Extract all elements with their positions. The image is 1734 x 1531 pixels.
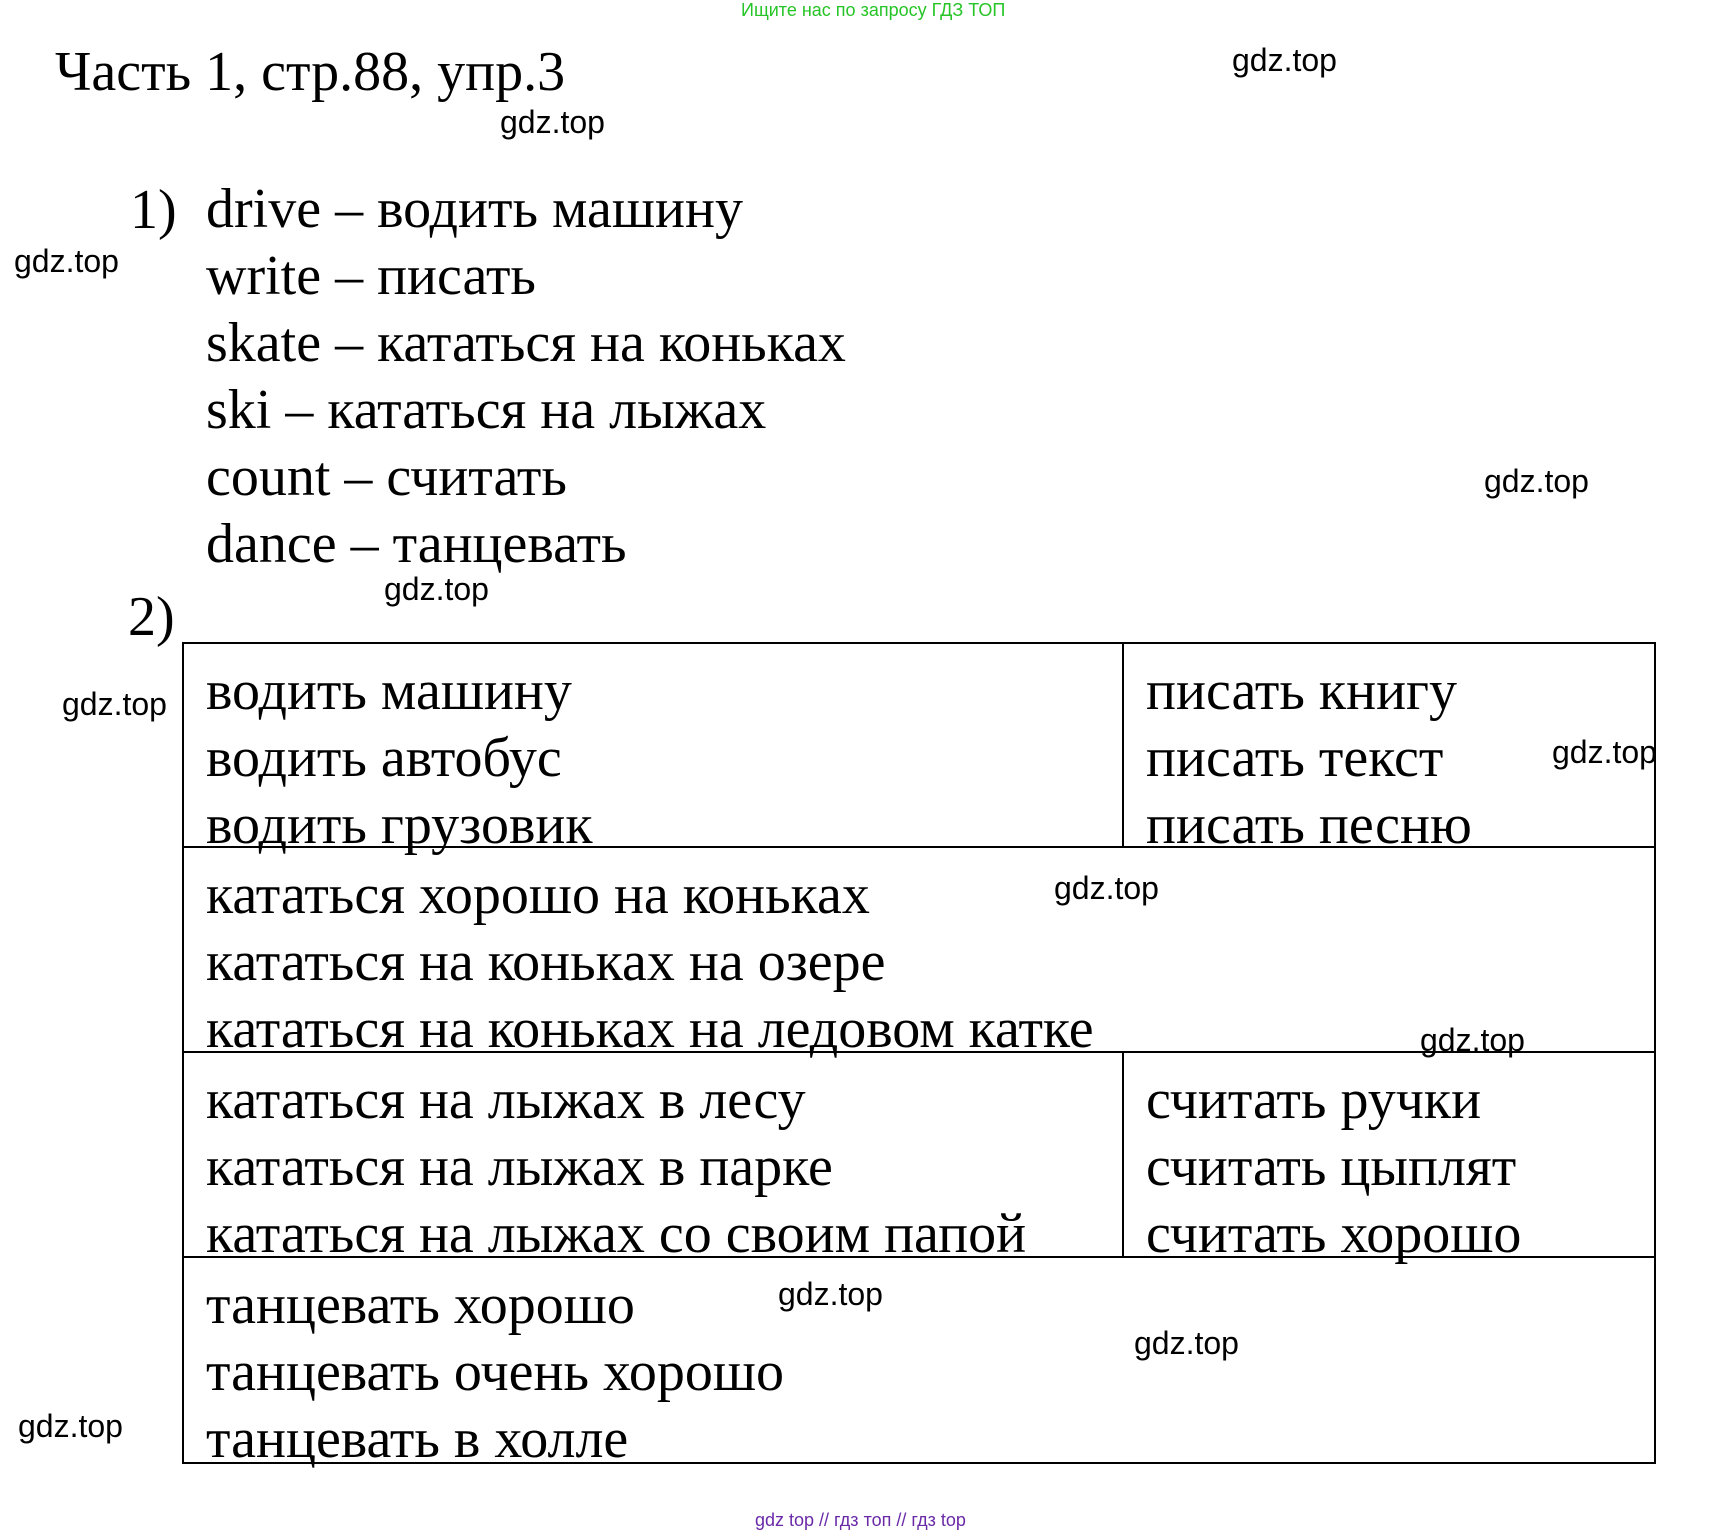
phrase: танцевать в холле <box>206 1408 629 1470</box>
phrase: водить машину <box>206 660 572 722</box>
watermark: gdz.top <box>1552 734 1657 770</box>
watermark: gdz.top <box>1054 870 1159 906</box>
table-row <box>184 1053 1654 1265</box>
section-1-list <box>206 176 846 578</box>
watermark: gdz.top <box>500 104 605 140</box>
phrase: водить автобус <box>206 727 562 789</box>
watermark: gdz.top <box>1232 42 1337 78</box>
list-item: dance – танцевать <box>206 513 627 575</box>
footer-text: gdz top // гдз топ // гдз top <box>755 1510 966 1530</box>
phrase: кататься хорошо на коньках <box>206 864 870 926</box>
list-item: drive – водить машину <box>206 178 743 240</box>
phrase: кататься на коньках на озере <box>206 931 886 993</box>
phrase: считать хорошо <box>1146 1203 1522 1265</box>
phrase: кататься на лыжах со своим папой <box>206 1203 1027 1265</box>
table-cell <box>184 644 1124 856</box>
phrase: писать книгу <box>1146 660 1458 722</box>
table-row <box>184 644 1654 856</box>
watermark: gdz.top <box>384 571 489 607</box>
watermark: gdz.top <box>62 686 167 722</box>
table-cell <box>184 1258 1654 1470</box>
phrase: кататься на лыжах в лесу <box>206 1069 806 1131</box>
page-title: Часть 1, стр.88, упр.3 <box>55 41 566 103</box>
watermark: gdz.top <box>18 1408 123 1444</box>
watermark: gdz.top <box>778 1276 883 1312</box>
table-cell <box>1124 1053 1654 1265</box>
watermark: gdz.top <box>1420 1022 1525 1058</box>
table-cell <box>184 1053 1124 1265</box>
top-banner: Ищите нас по запросу ГДЗ ТОП <box>741 0 1006 20</box>
phrase: танцевать хорошо <box>206 1274 635 1336</box>
list-item: write – писать <box>206 245 536 307</box>
phrase: водить грузовик <box>206 794 593 856</box>
list-item: ski – кататься на лыжах <box>206 379 767 441</box>
section-2-number: 2) <box>128 586 175 648</box>
phrase: писать текст <box>1146 727 1444 789</box>
section-1-number: 1) <box>130 179 177 241</box>
list-item: count – считать <box>206 446 567 508</box>
phrase: танцевать очень хорошо <box>206 1341 784 1403</box>
table-cell <box>184 848 1654 1060</box>
phrase: писать песню <box>1146 794 1472 856</box>
table-row <box>184 1258 1654 1470</box>
list-item: skate – кататься на коньках <box>206 312 846 374</box>
watermark: gdz.top <box>1484 463 1589 499</box>
phrase: кататься на лыжах в парке <box>206 1136 833 1198</box>
phrase: считать ручки <box>1146 1069 1482 1131</box>
phrase: считать цыплят <box>1146 1136 1517 1198</box>
watermark: gdz.top <box>14 243 119 279</box>
watermark: gdz.top <box>1134 1325 1239 1361</box>
phrase: кататься на коньках на ледовом катке <box>206 998 1094 1060</box>
